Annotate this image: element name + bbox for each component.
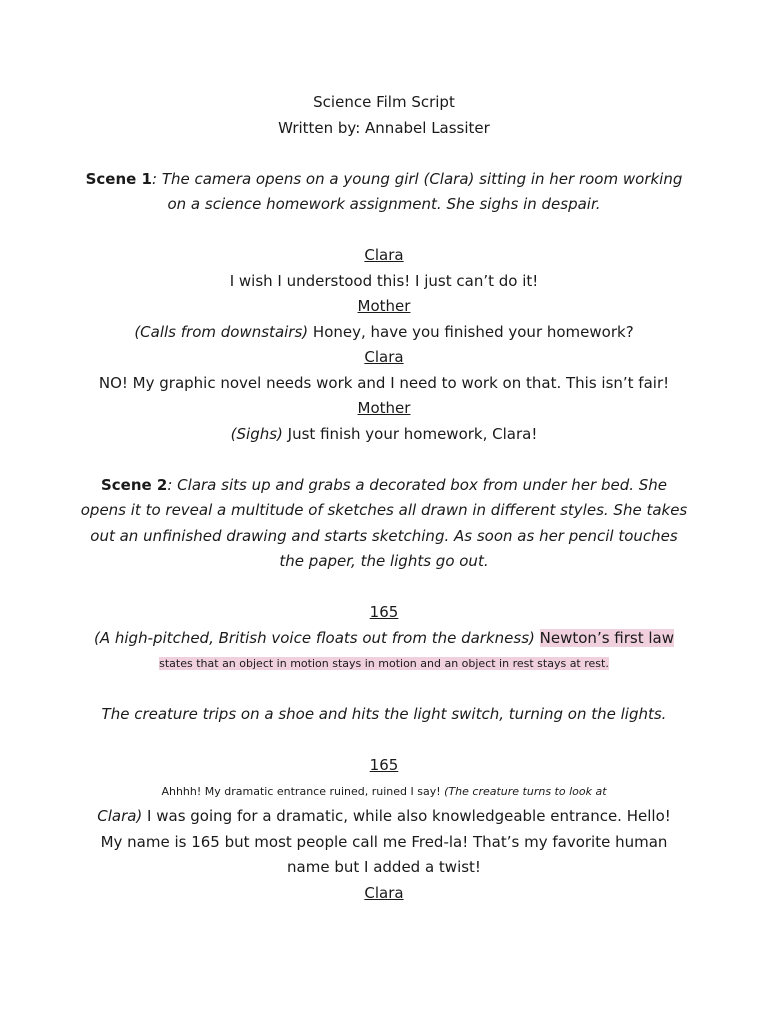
parenthetical: (The creature turns to look at	[444, 784, 607, 798]
dialogue-line	[80, 626, 688, 652]
scene-2-description-line-1: Scene 2: Clara sits up and grabs a decorated box from under her bed. She	[100, 475, 668, 494]
parenthetical: (Sighs)	[230, 424, 283, 443]
scene-1-description-line-1: Scene 1: The camera opens on a young girl (Clara) sitting in her room working	[85, 169, 683, 188]
dialogue-line: NO! My graphic novel needs work and I need to work on that. This isn’t fair!	[98, 373, 670, 392]
speaker-clara: Clara	[364, 246, 404, 264]
script-title: Science Film Script	[313, 93, 455, 111]
speaker-clara: Clara	[364, 883, 404, 902]
speaker-mother: Mother	[357, 399, 411, 417]
dialogue-line: My name is 165 but most people call me Fred-la! That’s my favorite human	[100, 832, 668, 851]
dialogue-line	[60, 651, 708, 677]
dialogue-line: I wish I understood this! I just can’t do it!	[229, 271, 539, 290]
parenthetical: (A high-pitched, British voice floats out from the darkness)	[94, 628, 535, 647]
dialogue-line: name but I added a twist!	[287, 858, 481, 876]
scene-2-description-line-2: opens it to reveal a multitude of sketches all drawn in different styles. She takes	[80, 501, 688, 519]
action-line: The creature trips on a shoe and hits the light switch, turning on the lights.	[101, 705, 667, 723]
speaker-mother: Mother	[357, 297, 411, 315]
speaker-clara: Clara	[364, 348, 404, 366]
scene-2-description-line-3: out an unfinished drawing and starts sketching. As soon as her pencil touches	[90, 526, 678, 545]
scene-1-description-line-2: on a science homework assignment. She sighs in despair.	[167, 195, 601, 213]
scene-1-label: Scene 1	[85, 169, 152, 188]
highlighted-text: states that an object in motion stays in motion and an object in rest stays at rest.	[159, 657, 609, 670]
speaker-165: 165	[369, 603, 399, 621]
parenthetical: (Calls from downstairs)	[134, 322, 309, 341]
dialogue-line: (Calls from downstairs) Honey, have you finished your homework?	[134, 322, 634, 341]
parenthetical: Clara)	[97, 807, 143, 825]
speaker-165: 165	[369, 756, 399, 774]
scene-2-label: Scene 2	[100, 475, 168, 494]
dialogue-line: Clara) I was going for a dramatic, while also knowledgeable entrance. Hello!	[97, 807, 671, 825]
highlighted-text: Newton’s first law	[539, 628, 674, 647]
script-author: Written by: Annabel Lassiter	[278, 118, 490, 137]
scene-2-description-line-4: the paper, the lights go out.	[279, 552, 489, 570]
dialogue-line: Ahhhh! My dramatic entrance ruined, ruined I say! (The creature turns to look at	[161, 784, 607, 798]
dialogue-line: (Sighs) Just finish your homework, Clara!	[230, 424, 538, 443]
script-page	[80, 90, 688, 906]
